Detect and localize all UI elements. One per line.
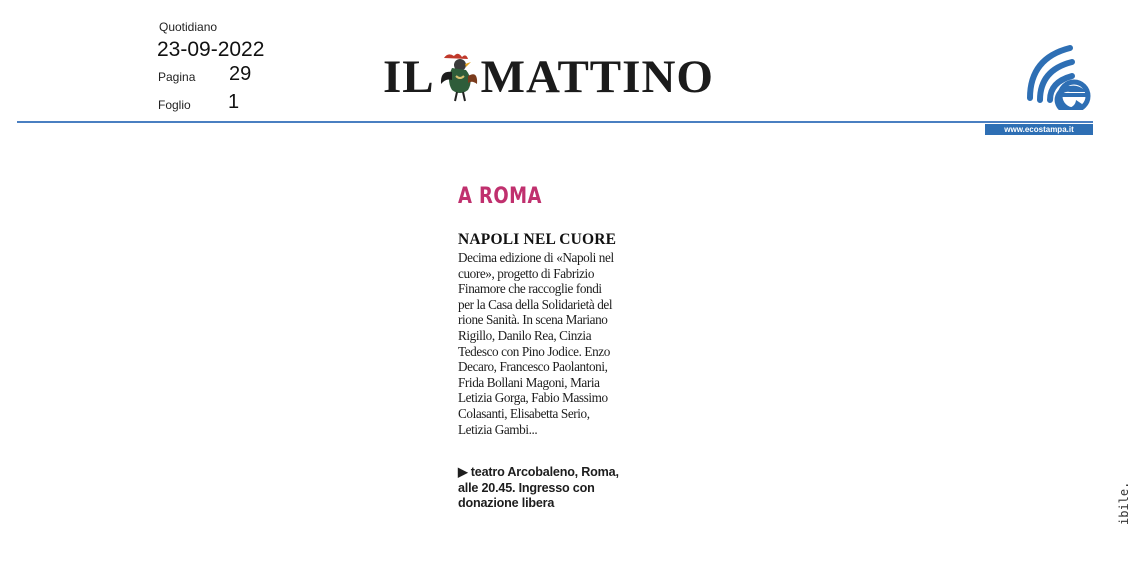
body-line: Colasanti, Elisabetta Serio, xyxy=(458,405,590,421)
body-line: rione Sanità. In scena Mariano xyxy=(458,312,608,328)
event-info xyxy=(458,465,673,512)
sheet-label: Foglio xyxy=(158,98,191,112)
body-line: Frida Bollani Magoni, Maria xyxy=(458,374,600,390)
body-line: cuore», progetto di Fabrizio xyxy=(458,265,595,281)
page-label: Pagina xyxy=(158,70,196,84)
body-line: Letizia Gorga, Fabio Massimo xyxy=(458,390,608,406)
body-line: Tedesco con Pino Jodice. Enzo xyxy=(458,343,610,359)
newspaper-masthead xyxy=(383,50,714,104)
body-line: Decaro, Francesco Paolantoni, xyxy=(458,359,608,375)
body-line: Finamore che raccoglie fondi xyxy=(458,281,602,297)
page-number: 29 xyxy=(229,63,252,85)
article-title: NAPOLI NEL CUORE xyxy=(458,231,617,248)
body-line: Rigillo, Danilo Rea, Cinzia xyxy=(458,327,592,343)
margin-note: ibile. xyxy=(1117,481,1131,525)
rooster-logo-icon xyxy=(438,50,480,102)
site-url-badge: www.ecostampa.it xyxy=(985,124,1093,135)
publication-type: Quotidiano xyxy=(159,20,218,34)
section-heading: A ROMA xyxy=(458,184,542,209)
sheet-number: 1 xyxy=(228,91,240,113)
ecostampa-logo-icon xyxy=(1020,38,1096,110)
masthead-right: MATTINO xyxy=(480,51,714,103)
publication-date: 23-09-2022 xyxy=(157,38,265,61)
info-line: ▶ teatro Arcobaleno, Roma, xyxy=(458,465,619,479)
body-line: Letizia Gambi... xyxy=(458,421,538,437)
article-body xyxy=(458,250,673,437)
info-line: donazione libera xyxy=(458,496,555,511)
body-line: Decima edizione di «Napoli nel xyxy=(458,250,614,265)
info-line: alle 20.45. Ingresso con xyxy=(458,480,595,495)
header-rule xyxy=(17,121,1093,123)
masthead-left: IL xyxy=(383,51,435,103)
body-line: per la Casa della Solidarietà del xyxy=(458,296,613,312)
